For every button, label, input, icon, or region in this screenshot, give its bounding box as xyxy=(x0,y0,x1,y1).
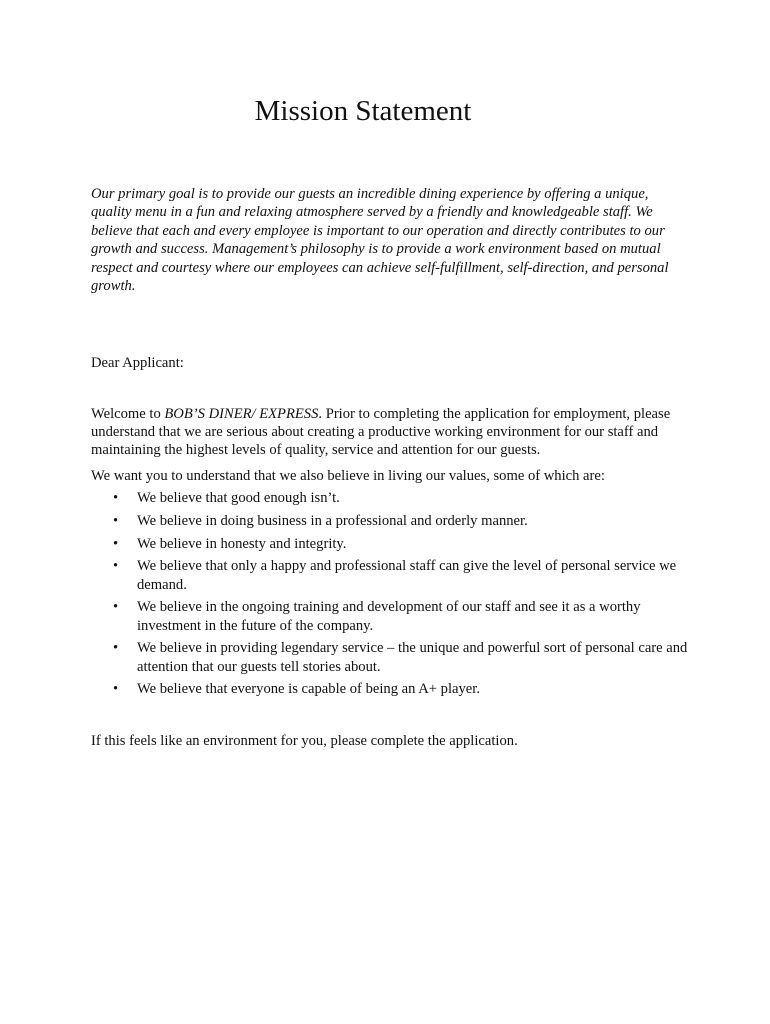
salutation: Dear Applicant: xyxy=(91,355,184,371)
value-text: We believe in the ongoing training and development of our staff and see it as a worthy investment in the future of the company. xyxy=(137,599,641,634)
list-item xyxy=(91,598,691,634)
bullet-icon: • xyxy=(113,512,119,529)
list-item xyxy=(91,512,691,530)
value-text: We believe that only a happy and professional staff can give the level of personal service we demand. xyxy=(137,558,677,593)
value-text: We believe in honesty and integrity. xyxy=(137,535,347,552)
bullet-icon: • xyxy=(113,490,119,506)
welcome-suffix: . Prior to completing the application for employment, please understand that we are serious about creating a productive working environment for our staff and maintaining the highest levels of quality, service and attention for our guests. xyxy=(91,406,671,459)
bullet-icon: • xyxy=(113,535,119,552)
list-item xyxy=(91,489,691,507)
list-item xyxy=(91,535,691,553)
values-list xyxy=(91,489,691,703)
bullet-icon: • xyxy=(113,599,119,616)
closing-paragraph: If this feels like an environment for you, please complete the application. xyxy=(91,733,518,749)
bullet-icon: • xyxy=(113,640,119,657)
value-text: We believe in doing business in a professional and orderly manner. xyxy=(137,512,528,529)
bullet-icon: • xyxy=(113,558,119,575)
value-text: We believe in providing legendary service – the unique and powerful sort of personal care and attention that our guests tell stories about. xyxy=(137,640,688,675)
value-text: We believe that everyone is capable of being an A+ player. xyxy=(137,681,480,698)
list-item xyxy=(91,639,691,675)
values-intro: We want you to understand that we also believe in living our values, some of which are: xyxy=(91,468,605,484)
list-item xyxy=(91,557,691,593)
page-title: Mission Statement xyxy=(254,95,472,127)
company-name: BOB’S DINER/ EXPRESS xyxy=(164,406,319,422)
value-text: We believe that good enough isn’t. xyxy=(137,490,340,506)
welcome-prefix: Welcome to xyxy=(91,406,165,422)
list-item xyxy=(91,680,691,698)
bullet-icon: • xyxy=(113,681,119,698)
mission-statement-text: Our primary goal is to provide our guests an incredible dining experience by offering a unique, quality menu in a fun and relaxing atmosphere served by a friendly and knowledgeable staff. We believe that each and every employee is important to our operation and directly contributes to our growth and success. Management’s philosophy is to provide a work environment based on mutual respect and courtesy where our employees can achieve self-fulfillment, self-direction, and personal growth. xyxy=(91,186,669,295)
welcome-paragraph xyxy=(91,405,691,460)
